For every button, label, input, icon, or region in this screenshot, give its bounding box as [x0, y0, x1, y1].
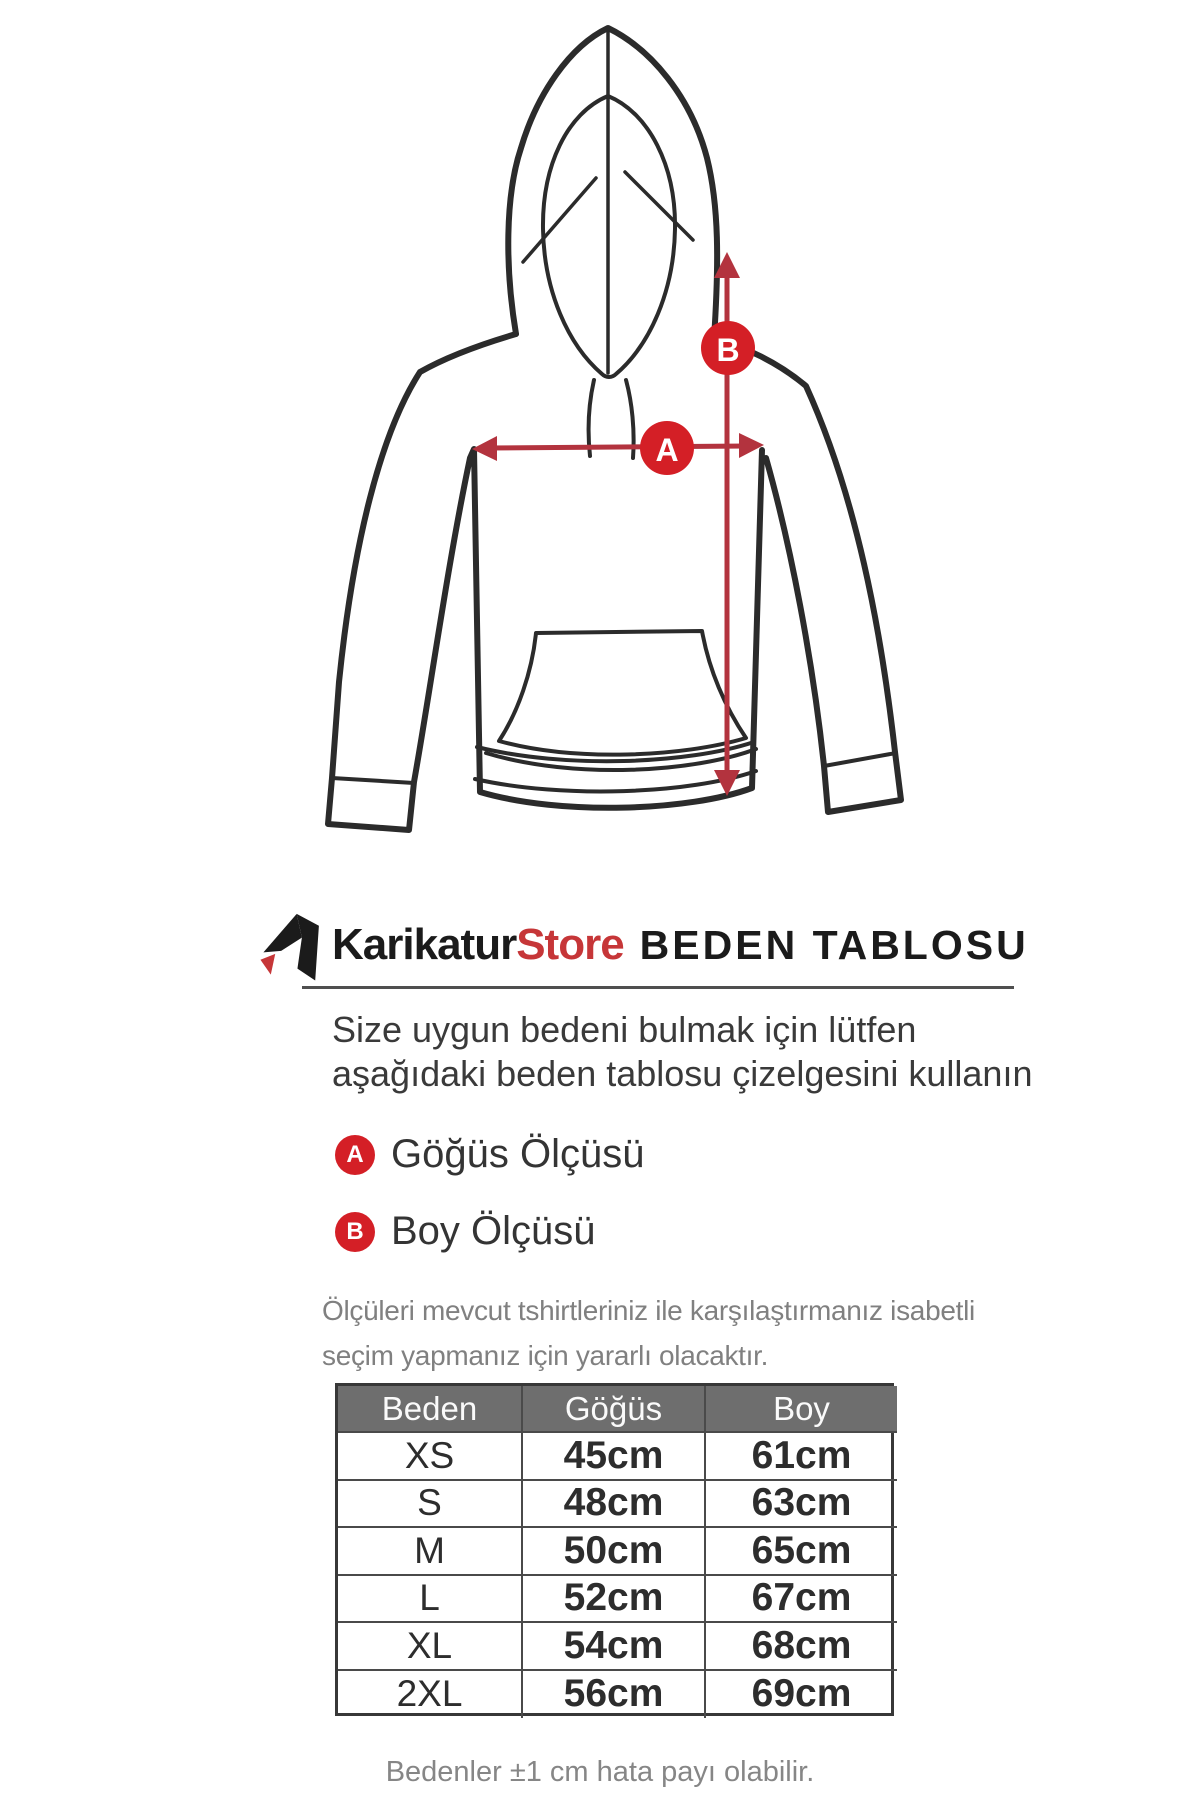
size-table-cell: 50cm [523, 1528, 706, 1576]
hood-outline [508, 28, 717, 339]
size-table-cell: 56cm [523, 1671, 706, 1719]
size-table-header-gogus: Göğüs [523, 1386, 706, 1433]
brand-name-red: Store [516, 920, 624, 969]
measure-badge-a-label: A [655, 432, 679, 468]
size-table-cell: M [338, 1528, 523, 1576]
legend-label-a: Göğüs Ölçüsü [391, 1132, 645, 1176]
intro-text [332, 1008, 1032, 1096]
size-table-cell: 45cm [523, 1433, 706, 1481]
brand-header [256, 906, 1029, 984]
legend-badge-a: A [335, 1135, 375, 1175]
size-table-cell: 61cm [706, 1433, 897, 1481]
legend-item-length [335, 1209, 596, 1254]
size-table [335, 1383, 894, 1716]
size-table-cell: 52cm [523, 1576, 706, 1624]
measure-arrow-a [472, 433, 764, 461]
header-divider [302, 986, 1014, 989]
size-table-cell: 65cm [706, 1528, 897, 1576]
tolerance-disclaimer: Bedenler ±1 cm hata payı olabilir. [385, 1756, 815, 1788]
advisory-note [322, 1288, 975, 1378]
size-table-cell: 48cm [523, 1481, 706, 1529]
cuff-line-left [332, 778, 414, 783]
legend-label-b: Boy Ölçüsü [391, 1209, 596, 1253]
measure-badge-b-label: B [716, 332, 740, 368]
advisory-note-line-1: Ölçüleri mevcut tshirtleriniz ile karşılaştırmanız isabetli [322, 1295, 975, 1326]
size-table-cell: 67cm [706, 1576, 897, 1624]
brand-name [332, 920, 624, 970]
kangaroo-pocket [499, 631, 746, 755]
size-table-cell: 68cm [706, 1623, 897, 1671]
drawstring-left [589, 380, 594, 456]
advisory-note-line-2: seçim yapmanız için yararlı olacaktır. [322, 1340, 769, 1371]
size-table-cell: S [338, 1481, 523, 1529]
size-table-cell: 54cm [523, 1623, 706, 1671]
legend-badge-b: B [335, 1212, 375, 1252]
size-table-header-beden: Beden [338, 1386, 523, 1433]
hem-line-lower [475, 771, 756, 791]
brand-name-black: Karikatur [332, 920, 517, 969]
size-table-cell: 63cm [706, 1481, 897, 1529]
measure-badge-b [701, 321, 755, 375]
intro-line-2: aşağıdaki beden tablosu çizelgesini kullanın [332, 1053, 1033, 1094]
hood-crease-right [625, 172, 693, 240]
measure-badge-a [640, 421, 694, 475]
cuff-line-right [824, 753, 896, 766]
karikaturstore-logo-icon [256, 908, 330, 982]
legend-item-chest [335, 1132, 644, 1177]
hood-crease-left [523, 178, 596, 262]
size-table-cell: XS [338, 1433, 523, 1481]
size-table-cell: L [338, 1576, 523, 1624]
size-table-cell: 2XL [338, 1671, 523, 1719]
intro-line-1: Size uygun bedeni bulmak için lütfen [332, 1009, 917, 1050]
size-table-cell: 69cm [751, 1672, 852, 1716]
size-table-cell: XL [338, 1623, 523, 1671]
section-title: BEDEN TABLOSU [639, 921, 1029, 968]
size-table-header-boy: Boy [706, 1386, 897, 1433]
